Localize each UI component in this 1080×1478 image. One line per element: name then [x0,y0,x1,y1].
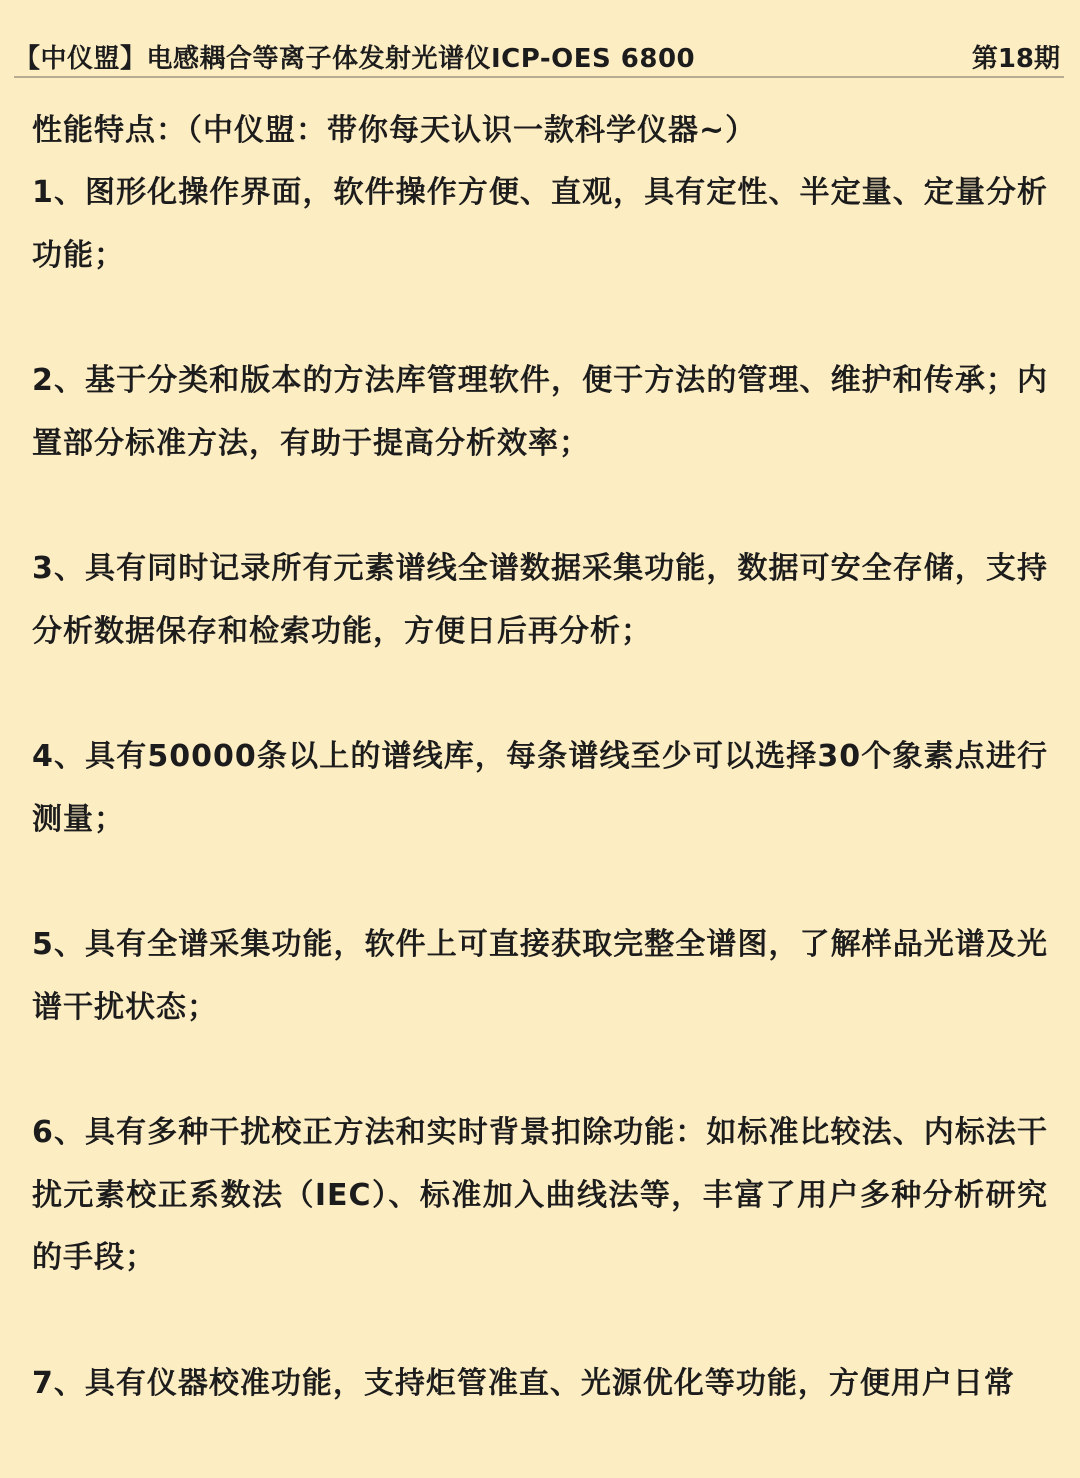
feature-item-2: 2、基于分类和版本的方法库管理软件，便于方法的管理、维护和传承；内置部分标准方法，有助于提高分析效率； [32,363,1048,461]
section-intro: 性能特点：（中仪盟：带你每天认识一款科学仪器~） [32,113,757,148]
feature-item-7: 7、具有仪器校准功能，支持炬管准直、光源优化等功能，方便用户日常 [32,1365,1015,1401]
article-body [32,100,1048,1478]
page-header [0,0,1080,78]
feature-item-1: 1、图形化操作界面，软件操作方便、直观，具有定性、半定量、定量分析功能； [32,175,1048,273]
feature-item-3: 3、具有同时记录所有元素谱线全谱数据采集功能，数据可安全存储，支持分析数据保存和检索功能，方便日后再分析； [32,551,1048,649]
header-divider [14,76,1064,78]
page-title: 【中仪盟】电感耦合等离子体发射光谱仪ICP-OES 6800 [14,44,696,74]
feature-item-6: 6、具有多种干扰校正方法和实时背景扣除功能：如标准比较法、内标法干扰元素校正系数法（IEC）、标准加入曲线法等，丰富了用户多种分析研究的手段； [32,1115,1048,1275]
feature-item-5: 5、具有全谱采集功能，软件上可直接获取完整全谱图，了解样品光谱及光谱干扰状态； [32,927,1048,1025]
feature-item-4: 4、具有50000条以上的谱线库，每条谱线至少可以选择30个象素点进行测量； [32,739,1048,837]
issue-number: 第18期 [971,44,1060,74]
